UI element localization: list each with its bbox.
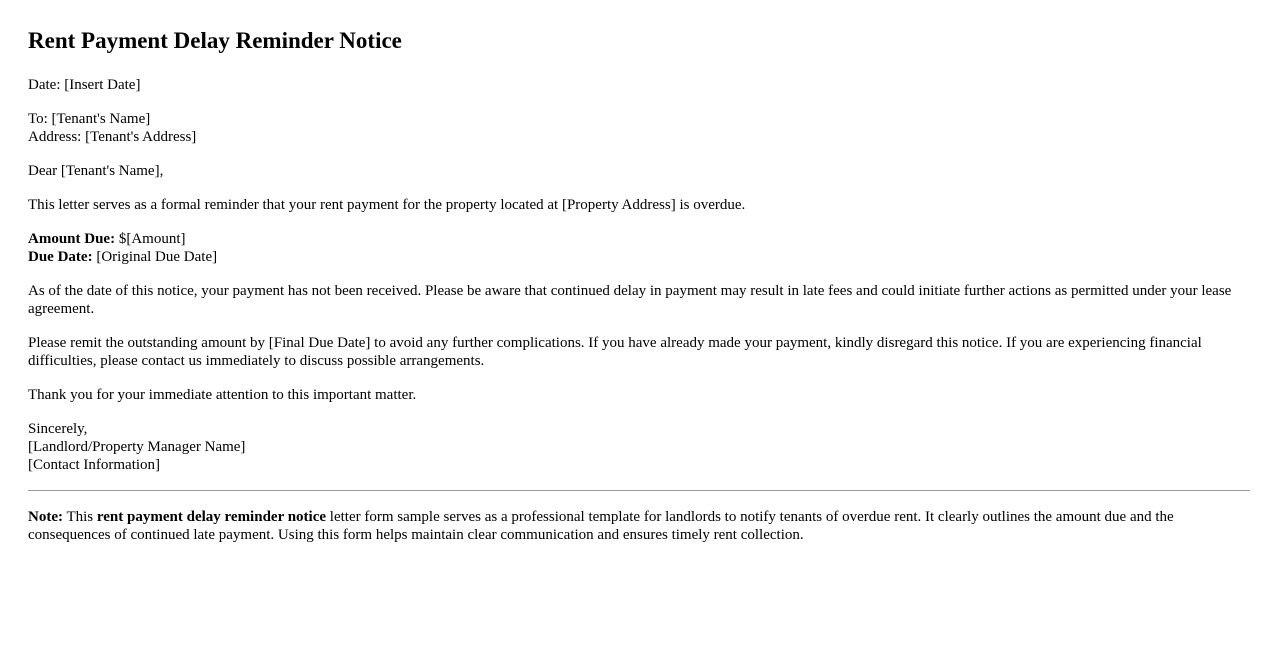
signer-contact: [Contact Information] bbox=[28, 457, 161, 473]
recipient-block bbox=[28, 110, 1250, 146]
page-title: Rent Payment Delay Reminder Notice bbox=[28, 28, 402, 53]
amount-due-value: $[Amount] bbox=[118, 231, 186, 247]
due-date-label: Due Date: bbox=[28, 249, 93, 265]
amount-due-label: Amount Due: bbox=[28, 231, 116, 247]
due-date-line bbox=[28, 248, 1250, 266]
due-date-value: [Original Due Date] bbox=[96, 249, 218, 265]
thanks-paragraph: Thank you for your immediate attention to this important matter. bbox=[28, 387, 417, 403]
intro-paragraph: This letter serves as a formal reminder that your rent payment for the property located at [Property Address] is overdue. bbox=[28, 197, 746, 213]
body-paragraph-2: Please remit the outstanding amount by [Final Due Date] to avoid any further complications. If you have already made your payment, kindly disregard this notice. If you are experiencing financial difficulties, please contact us immediately to discuss possible arrangements. bbox=[28, 335, 1202, 369]
note-paragraph bbox=[28, 508, 1250, 544]
recipient-address-line: Address: [Tenant's Address] bbox=[28, 129, 197, 145]
recipient-name-line: To: [Tenant's Name] bbox=[28, 111, 151, 127]
salutation: Dear [Tenant's Name], bbox=[28, 163, 164, 179]
closing-line: Sincerely, bbox=[28, 421, 88, 437]
note-text-before: This bbox=[66, 509, 94, 525]
amount-due-line bbox=[28, 230, 1250, 248]
body-paragraph-1: As of the date of this notice, your payment has not been received. Please be aware that continued delay in payment may result in late fees and could initiate further actions as permitted under your lease agreement. bbox=[28, 283, 1232, 317]
note-label: Note: bbox=[28, 509, 63, 525]
note-emphasis: rent payment delay reminder notice bbox=[96, 509, 327, 525]
note-text-after: letter form sample serves as a professional template for landlords to notify tenants of overdue rent. It clearly outlines the amount due and the consequences of continued late payment. Using this form helps maintain clear communication and ensures timely rent collection. bbox=[28, 509, 1174, 543]
signature-block bbox=[28, 420, 1250, 474]
payment-details bbox=[28, 230, 1250, 266]
signer-name: [Landlord/Property Manager Name] bbox=[28, 439, 246, 455]
divider bbox=[28, 490, 1250, 491]
date-line: Date: [Insert Date] bbox=[28, 77, 141, 93]
